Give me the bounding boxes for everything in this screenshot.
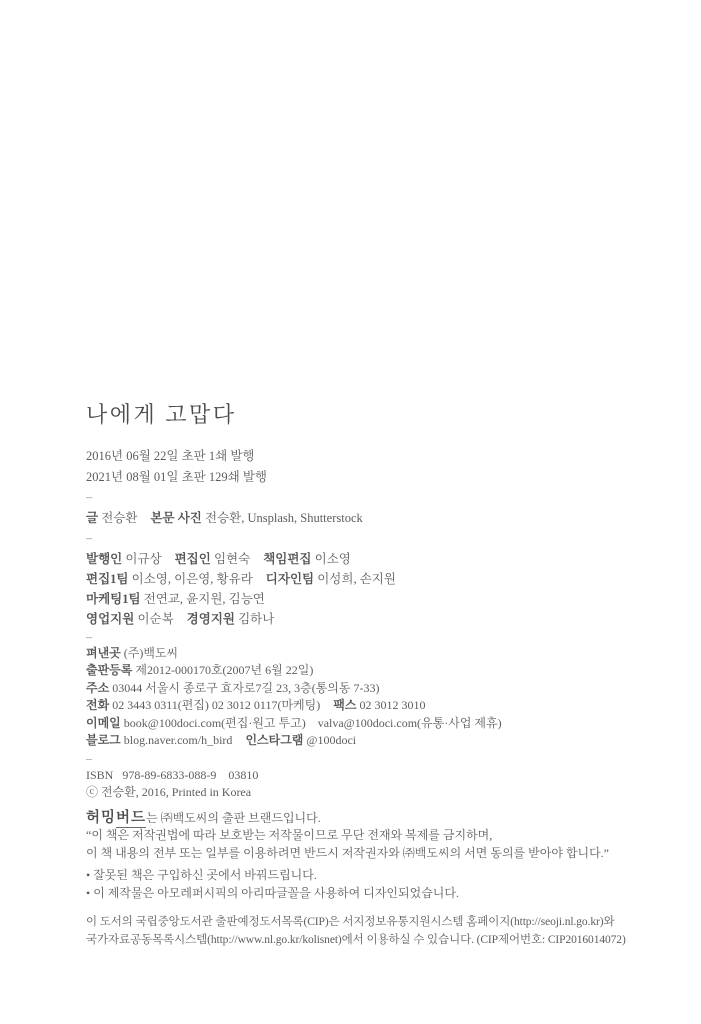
- book-title: 나에게 고맙다: [86, 402, 237, 427]
- brand-suffix: 는 ㈜백도씨의 출판 브랜드입니다.: [146, 810, 321, 825]
- legal-line: 이 책 내용의 전부 또는 일부를 이용하려면 반드시 저작권자와 ㈜백도씨의 서면 동의를 받아야 합니다.”: [86, 845, 610, 860]
- field-value: 임현숙: [213, 551, 251, 566]
- brand-notice: [86, 810, 683, 863]
- publisher-line: [86, 697, 683, 715]
- cip-line: 이 도서의 국립중앙도서관 출판예정도서목록(CIP)은 서지정보유통지원시스템 홈페이지(http://seoji.nl.go.kr)와: [86, 916, 615, 928]
- field-label: 편집1팀: [86, 571, 129, 586]
- field-value: 이성희, 손지원: [317, 571, 396, 586]
- field-value: 02 3443 0311(편집) 02 3012 0117(마케팅): [112, 698, 321, 712]
- publisher-line: [86, 732, 683, 750]
- isbn-copyright: [86, 767, 683, 802]
- publisher-line: [86, 662, 683, 680]
- field-label: 팩스: [333, 698, 357, 712]
- credit-line: [86, 508, 683, 529]
- section-divider: –: [86, 490, 93, 504]
- staff-line: [86, 549, 683, 569]
- reader-notes: [86, 866, 683, 902]
- note-line: • 잘못된 책은 구입하신 곳에서 바꿔드립니다.: [86, 868, 317, 882]
- staff-line: [86, 589, 683, 609]
- field-label: 전화: [86, 698, 110, 712]
- field-value: 전연교, 윤지원, 김능연: [143, 591, 265, 606]
- field-value: 02 3012 3010: [359, 698, 426, 712]
- brand-line: [86, 810, 683, 828]
- field-value: 김하나: [238, 611, 275, 626]
- field-label: 발행인: [86, 551, 123, 566]
- staff-line: [86, 569, 683, 589]
- section-divider: –: [86, 629, 93, 644]
- field-value: 이소영: [314, 551, 351, 566]
- author-credits: [86, 508, 683, 529]
- publisher-line: [86, 645, 683, 663]
- field-value: 이순복: [137, 611, 174, 626]
- field-value: 제2012-000170호(2007년 6월 22일): [135, 663, 314, 677]
- staff-credits: [86, 549, 683, 629]
- note-line: • 이 제작물은 아모레퍼시픽의 아리따글꼴을 사용하여 디자인되었습니다.: [86, 886, 459, 900]
- field-value: 03044 서울시 종로구 효자로7길 23, 3층(통의동 7-33): [112, 680, 380, 695]
- copyright-legal: [86, 827, 683, 862]
- field-value: 전승환, Unsplash, Shutterstock: [205, 510, 363, 525]
- field-label: 출판등록: [86, 663, 133, 677]
- hummingbird-logo-part2: 버드: [116, 809, 147, 826]
- field-label: 본문 사진: [150, 510, 202, 525]
- print-history: [86, 446, 683, 487]
- hummingbird-logo-part1: 허밍: [86, 809, 117, 826]
- cip-line: 국가자료공동목록시스템(http://www.nl.go.kr/kolisnet)에서 이용하실 수 있습니다. (CIP제어번호: CIP2016014072): [86, 933, 626, 946]
- field-value: 전승환: [101, 510, 138, 525]
- field-label: 주소: [86, 680, 110, 695]
- publisher-line: [86, 715, 683, 733]
- field-value: @100doci: [306, 733, 357, 747]
- field-label: 이메일: [86, 715, 121, 730]
- hummingbird-logo: [86, 810, 146, 828]
- field-label: 책임편집: [263, 551, 312, 566]
- field-value: 이소영, 이은영, 황유라: [131, 571, 253, 586]
- section-divider: –: [86, 750, 92, 765]
- colophon-content: [86, 400, 683, 949]
- field-label: 인스타그램: [245, 733, 304, 747]
- field-label: 블로그: [86, 733, 121, 747]
- field-label: 편집인: [174, 551, 211, 566]
- field-label: 경영지원: [186, 611, 235, 626]
- publisher-line: [86, 680, 683, 698]
- field-value: 이규상: [125, 551, 162, 566]
- print-history-line: 2021년 08월 01일 초판 129쇄 발행: [86, 469, 267, 484]
- print-history-line: 2016년 06월 22일 초판 1쇄 발행: [86, 449, 255, 463]
- isbn-line: ISBN 978-89-6833-088-9 03810: [86, 767, 259, 782]
- field-label: 영업지원: [86, 611, 135, 626]
- staff-line: [86, 609, 683, 629]
- field-value: blog.naver.com/h_bird: [123, 733, 233, 747]
- field-value: (주)백도씨: [123, 645, 179, 660]
- field-value: book@100doci.com(편집·원고 투고) valva@100doci.com(유통·사업 제휴): [123, 715, 502, 730]
- legal-line: “이 책은 저작권법에 따라 보호받는 저작물이므로 무단 전재와 복제를 금지하며,: [86, 828, 493, 842]
- field-label: 디자인팀: [265, 571, 315, 586]
- cip-notice: [86, 914, 683, 949]
- section-divider: –: [86, 531, 93, 545]
- isbn-line: ⓒ 전승환, 2016, Printed in Korea: [86, 785, 252, 799]
- publisher-info: [86, 645, 683, 750]
- field-label: 마케팅1팀: [86, 591, 141, 606]
- field-label: 글: [86, 510, 99, 525]
- field-label: 펴낸곳: [86, 645, 121, 660]
